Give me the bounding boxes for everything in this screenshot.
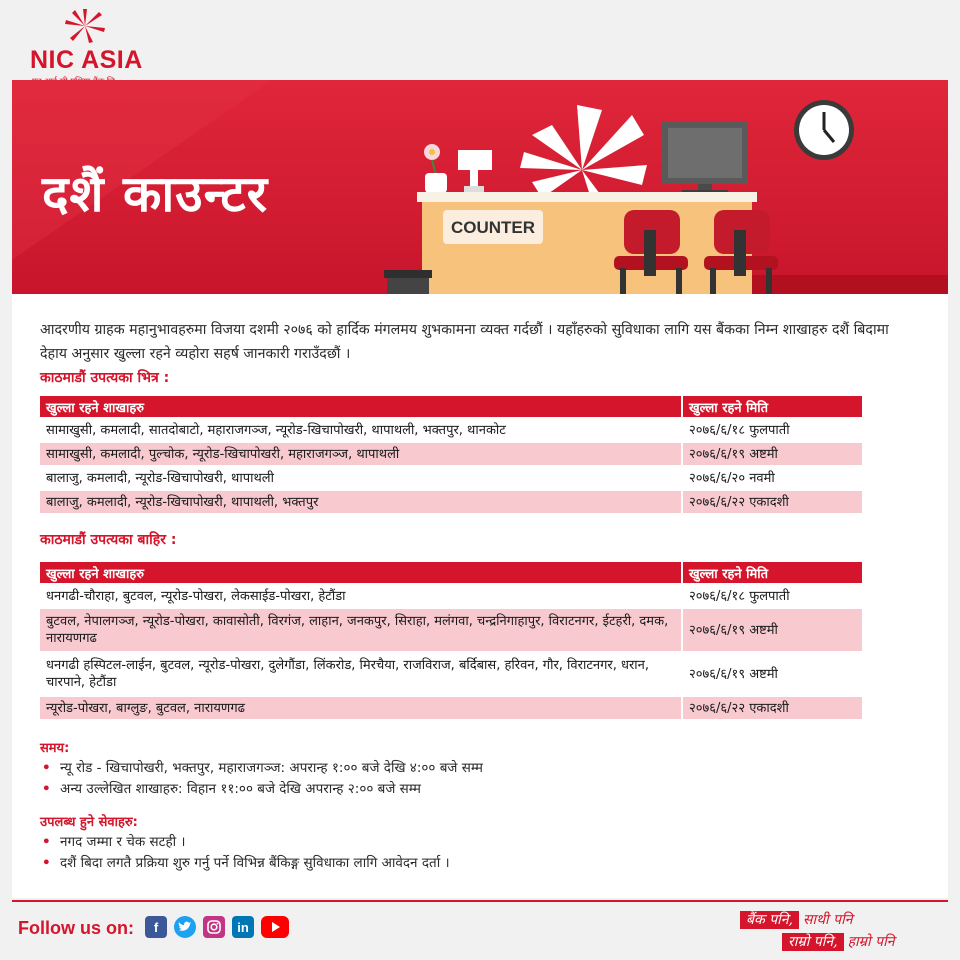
table-header-row bbox=[40, 396, 862, 418]
inside-valley-heading: काठमाडौं उपत्यका भित्र : bbox=[40, 370, 170, 386]
table-row bbox=[40, 466, 862, 490]
counter-desk bbox=[417, 192, 757, 294]
branch-cell: सामाखुसी, कमलादी, सातदोबाटो, महाराजगञ्ज, न्यूरोड-खिचापोखरी, थापाथली, भक्तपुर, थानकोट bbox=[40, 418, 682, 442]
inside-valley-table bbox=[40, 396, 862, 515]
trash-bin-icon bbox=[384, 270, 432, 294]
tagline-bank: बैंक पनि, bbox=[740, 911, 799, 929]
date-cell: २०७६/६/२० नवमी bbox=[682, 466, 862, 490]
counter-sign: COUNTER bbox=[450, 218, 536, 237]
intro-text: आदरणीय ग्राहक महानुभावहरुमा विजया दशमी २०७६ को हार्दिक मंगलमय शुभकामना व्यक्त गर्दछौं । यहाँहरुको सुविधाका लागि यस बैंकका निम्न शाखाहरु दशैं बिदामा देहाय अनुसार खुल्ला रहने व्यहोरा सहर्ष जानकारी गराउँदछौं । bbox=[40, 322, 889, 362]
date-cell: २०७६/६/१८ फुलपाती bbox=[682, 584, 862, 608]
bullet-icon: • bbox=[42, 760, 51, 776]
col-header-branches: खुल्ला रहने शाखाहरु bbox=[40, 562, 682, 584]
list-item bbox=[40, 853, 450, 874]
table-row bbox=[40, 490, 862, 514]
tagline-friend: साथी पनि bbox=[803, 912, 853, 928]
date-cell: २०७६/६/२२ एकादशी bbox=[682, 696, 862, 720]
footer-divider bbox=[12, 900, 948, 902]
list-item-text: न्यू रोड - खिचापोखरी, भक्तपुर, महाराजगञ्ज: अपरान्ह १:०० बजे देखि ४:०० बजे सम्म bbox=[60, 760, 483, 776]
services-heading: उपलब्ध हुने सेवाहरु: bbox=[40, 815, 138, 830]
list-item-text: नगद जम्मा र चेक सटही । bbox=[60, 834, 186, 850]
branch-cell: न्यूरोड-पोखरा, बाग्लुङ, बुटवल, नारायणगढ bbox=[40, 696, 682, 720]
list-item-text: दशैं बिदा लगतै प्रक्रिया शुरु गर्नु पर्ने विभिन्न बैंकिङ्ग सुविधाका लागि आवेदन दर्ता । bbox=[60, 855, 450, 871]
dashain-banner bbox=[12, 80, 948, 294]
bullet-icon: • bbox=[42, 834, 51, 850]
date-cell: २०७६/६/१९ अष्टमी bbox=[682, 652, 862, 696]
facebook-icon[interactable]: f bbox=[145, 916, 167, 938]
list-item bbox=[40, 758, 483, 779]
monitor-icon bbox=[662, 122, 748, 195]
bullet-icon: • bbox=[42, 781, 51, 797]
timing-list bbox=[40, 758, 483, 800]
table-row bbox=[40, 652, 862, 696]
follow-us-label: Follow us on: bbox=[18, 918, 134, 938]
bullet-icon: • bbox=[42, 855, 51, 871]
branch-cell: बालाजु, कमलादी, न्यूरोड-खिचापोखरी, थापाथली, भक्तपुर bbox=[40, 490, 682, 514]
twitter-icon[interactable] bbox=[174, 916, 196, 938]
branch-cell: धनगढी-चौराहा, बुटवल, न्यूरोड-पोखरा, लेकसाईड-पोखरा, हेटौंडा bbox=[40, 584, 682, 608]
tagline-line-2 bbox=[782, 932, 898, 951]
star-logo-icon bbox=[63, 8, 107, 44]
tagline-line-1 bbox=[740, 910, 856, 929]
date-cell: २०७६/६/१९ अष्टमी bbox=[682, 608, 862, 652]
col-header-branches: खुल्ला रहने शाखाहरु bbox=[40, 396, 682, 418]
linkedin-icon[interactable]: in bbox=[232, 916, 254, 938]
desk-phone-icon bbox=[458, 150, 492, 192]
date-cell: २०७६/६/२२ एकादशी bbox=[682, 490, 862, 514]
outside-valley-table bbox=[40, 562, 862, 721]
date-cell: २०७६/६/१९ अष्टमी bbox=[682, 442, 862, 466]
tagline-good: राम्रो पनि, bbox=[782, 933, 844, 951]
branch-cell: बुटवल, नेपालगञ्ज, न्यूरोड-पोखरा, कावासोती, विरगंज, लाहान, जनकपुर, सिराहा, मलंगवा, चन्द्रनिगाहापुर, विराटनगर, ईटहरी, दमक, नारायणगढ bbox=[40, 608, 682, 652]
list-item bbox=[40, 832, 450, 853]
list-item-text: अन्य उल्लेखित शाखाहरु: विहान ११:०० बजे देखि अपरान्ह २:०० बजे सम्म bbox=[60, 781, 421, 797]
branch-cell: धनगढी हस्पिटल-लाईन, बुटवल, न्यूरोड-पोखरा, दुलेगौंडा, लिंकरोड, मिरचैया, राजविराज, बर्दिबास, हरिवन, गौर, विराटनगर, धरान, चारपाने, हेटौंडा bbox=[40, 652, 682, 696]
col-header-date: खुल्ला रहने मिति bbox=[682, 396, 862, 418]
clock-icon bbox=[794, 100, 854, 160]
table-row bbox=[40, 418, 862, 442]
table-row bbox=[40, 584, 862, 608]
date-cell: २०७६/६/१८ फुलपाती bbox=[682, 418, 862, 442]
table-row bbox=[40, 696, 862, 720]
timing-heading: समय: bbox=[40, 741, 70, 756]
instagram-icon[interactable] bbox=[203, 916, 225, 938]
table-row bbox=[40, 608, 862, 652]
table-header-row bbox=[40, 562, 862, 584]
brand-name: NIC ASIA bbox=[30, 46, 143, 74]
flower-vase-icon bbox=[424, 144, 447, 193]
table-row bbox=[40, 442, 862, 466]
banner-title: दशैं काउन्टर bbox=[42, 164, 269, 223]
youtube-icon[interactable] bbox=[261, 916, 289, 938]
branch-cell: सामाखुसी, कमलादी, पुल्चोक, न्यूरोड-खिचापोखरी, महाराजगञ्ज, थापाथली bbox=[40, 442, 682, 466]
branch-cell: बालाजु, कमलादी, न्यूरोड-खिचापोखरी, थापाथली bbox=[40, 466, 682, 490]
tagline-ours: हाम्रो पनि bbox=[847, 934, 895, 950]
list-item bbox=[40, 779, 483, 800]
col-header-date: खुल्ला रहने मिति bbox=[682, 562, 862, 584]
services-list bbox=[40, 832, 450, 874]
outside-valley-heading: काठमाडौं उपत्यका बाहिर : bbox=[40, 532, 177, 548]
